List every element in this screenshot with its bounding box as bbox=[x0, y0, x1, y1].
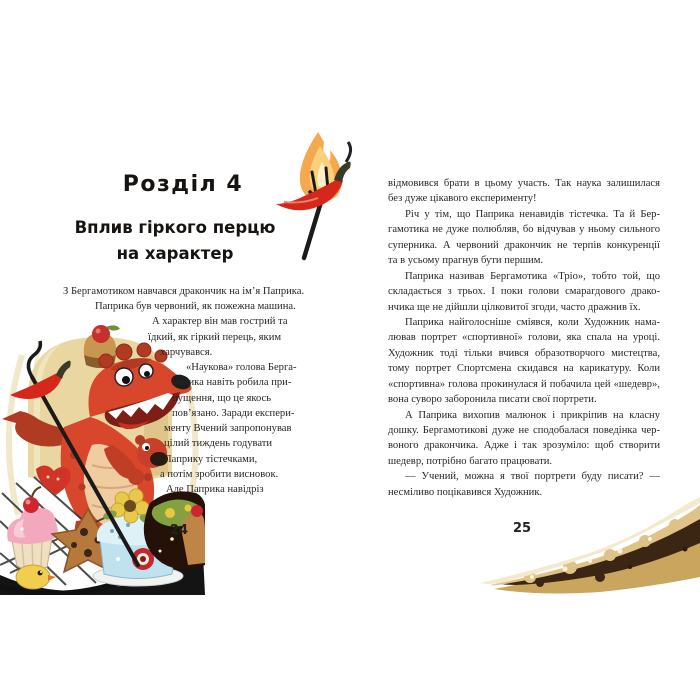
body-text-line: А характер він мав гострий та bbox=[152, 316, 288, 327]
body-text-line: З Бергамотиком навчався дракончик на ім’я Паприка. bbox=[63, 286, 305, 297]
body-text-line: воного дракончика. Адже і так зрозуміло: щоб створити bbox=[388, 440, 660, 452]
body-text-line: Художник тоді тільки вчився образотворчого мистецтва, bbox=[388, 347, 660, 359]
body-text-line: А Паприка вихопив малюнок і прикріпив на класну bbox=[405, 409, 660, 421]
chapter-subtitle-line-2: на характер bbox=[116, 244, 234, 263]
chapter-subtitle-line-1: Вплив гіркого перцю bbox=[74, 218, 276, 237]
body-text-line: Але Паприка навідріз bbox=[166, 484, 264, 495]
burnt-bands bbox=[480, 497, 700, 593]
body-text-line: відмовився брати в цьому участь. Так наука залишилася bbox=[388, 178, 660, 189]
body-text-line: Паприка був червоний, як пожежна машина. bbox=[95, 301, 296, 312]
body-text-line: «спортивна» голова прокинулася й побачила цей «шедевр», bbox=[388, 378, 660, 390]
body-text-line: нчика ще не дійшли цілковитої згоди, часто дражнив їх. bbox=[388, 301, 641, 313]
body-text-line: — Учений, можна я твої портрети буду писати? — bbox=[405, 471, 660, 483]
body-text-line: «Наукова» голова Берга- bbox=[186, 362, 297, 373]
body-text-line: вона суворо заборонила писати свої портрети. bbox=[388, 394, 597, 406]
chapter-heading: Розділ 4 bbox=[122, 172, 244, 197]
right-page-body bbox=[388, 176, 660, 500]
body-text-line: та в усьому прагнув бути першим. bbox=[388, 255, 544, 267]
body-text-line: харчувався. bbox=[160, 347, 213, 358]
body-text-line: а потім зробити висновок. bbox=[160, 469, 279, 480]
body-text-line: Річ у тім, що Паприка ненавидів тістечка. Та й Бер- bbox=[405, 208, 660, 220]
page-number-left: 24 bbox=[170, 523, 189, 538]
body-text-line: мотика навіть робила при- bbox=[172, 377, 292, 388]
body-text-line: пов’язано. Заради експери- bbox=[172, 408, 295, 419]
body-text-line: несміливо поцікавився Художник. bbox=[388, 486, 543, 498]
body-text-line: складається з трьох. І поки голови смарагдового драко- bbox=[388, 286, 660, 298]
body-text-line: лював портрет «спортивної» голови, яка спала на уроці. bbox=[388, 332, 660, 344]
body-text-line: їдкий, як гіркий перець, яким bbox=[148, 332, 282, 343]
body-text-line: цілий тиждень годувати bbox=[164, 438, 273, 449]
body-text-line: суперника. А червоний дракончик не терпів конкуренції bbox=[388, 239, 660, 251]
burnt-corner-decoration bbox=[480, 497, 700, 612]
body-text-line: менту Вчений запропонував bbox=[164, 423, 292, 434]
body-text-line: гамотика не дуже полюбляв, бо відчував у ньому сильного bbox=[388, 224, 660, 236]
body-text-line: тому портрет Спортсмена скидався на карикатуру. Коли bbox=[388, 363, 660, 375]
body-text-line: дошку. Бергамотикові дуже не сподобалася поведінка чер- bbox=[388, 425, 660, 436]
body-text-line: шедевр, потрібно багато працювати. bbox=[388, 455, 553, 467]
body-text-line: Паприка найголосніше сміявся, коли Художник нама- bbox=[405, 316, 660, 328]
body-text-line: пущення, що це якось bbox=[172, 393, 272, 404]
page-number-right: 25 bbox=[513, 521, 532, 536]
body-text-line: Паприку тістечками, bbox=[164, 454, 258, 465]
body-text-line: Паприка називав Бергамотика «Тріо», тобто той, що bbox=[405, 270, 660, 282]
body-text-line: без дуже цікавого експерименту! bbox=[388, 193, 537, 205]
